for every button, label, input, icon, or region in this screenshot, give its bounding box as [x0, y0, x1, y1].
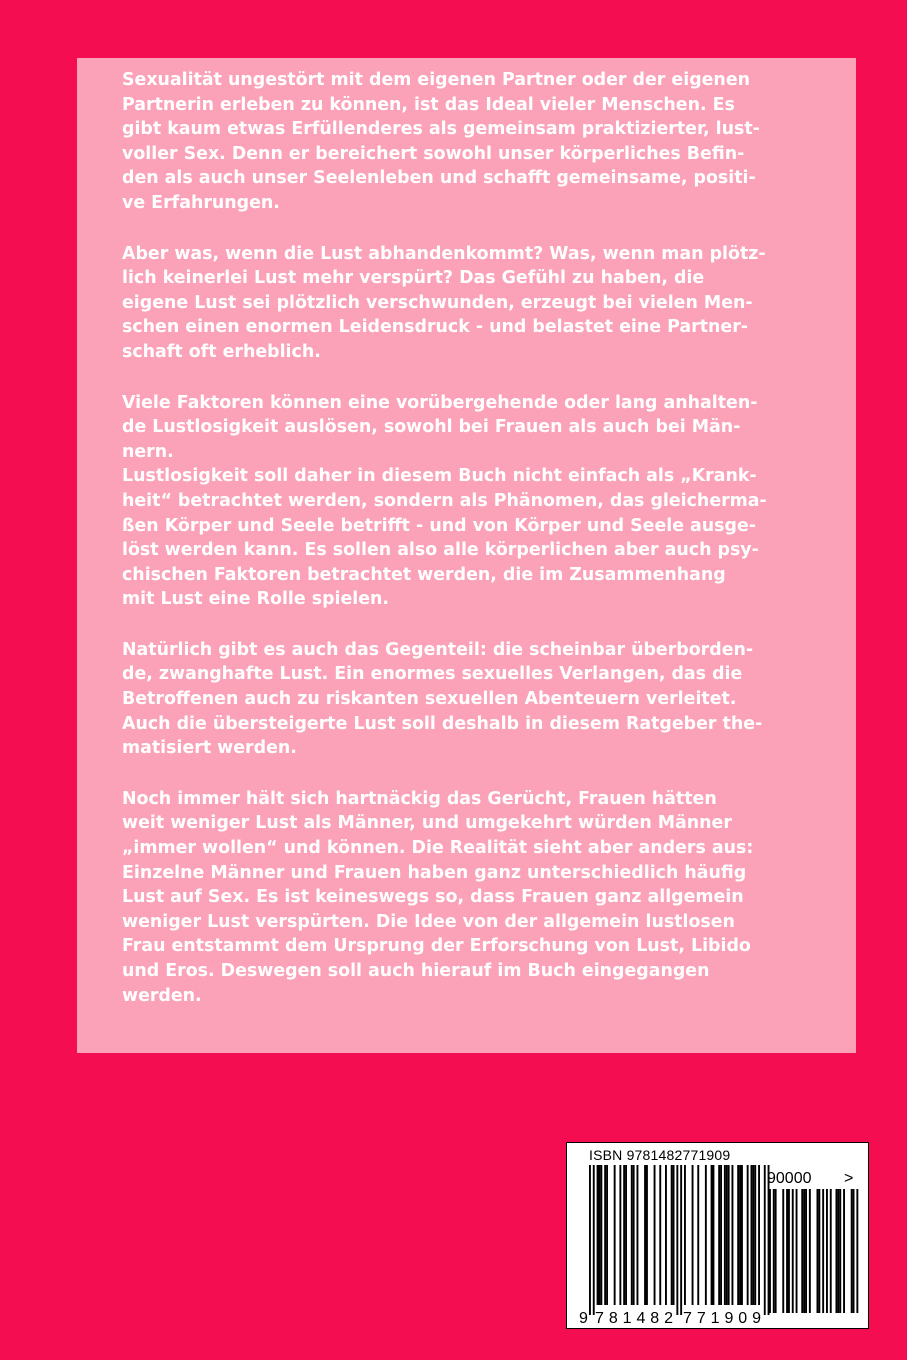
barcode-bar	[623, 1165, 625, 1305]
barcode-bar	[711, 1165, 713, 1305]
barcode-graphic	[567, 1143, 870, 1330]
addon-bar	[817, 1189, 819, 1313]
barcode-bar	[671, 1165, 673, 1305]
barcode-bar	[726, 1165, 728, 1305]
barcode-bar	[599, 1165, 601, 1305]
barcode-bar	[631, 1165, 633, 1305]
barcode-bar	[758, 1165, 760, 1305]
barcode-bar	[697, 1165, 699, 1305]
barcode-bar	[751, 1165, 753, 1305]
blurb-paragraph-3: Viele Faktoren können eine vorübergehende oder lang anhalten- de Lustlosigkeit auslösen, sowohl bei Frauen als auch bei Män- nern. Lustlosigkeit soll daher in diesem Buch nicht einfach als „Krank- heit“ betrachtet werden, sondern als Phänomen, das gleicherma- ßen Körper und Seele betrifft - und von Körper und Seele ausge- löst werden kann. Es sollen also alle körperlichen aber auch psy- chischen Faktoren betrachtet werden, die im Zusammenhang mit Lust eine Rolle spielen.	[122, 392, 767, 610]
ean13-bars	[589, 1165, 770, 1315]
addon-bar	[803, 1189, 805, 1313]
barcode-bar	[604, 1165, 606, 1305]
back-cover-text-panel	[77, 58, 856, 1053]
barcode-bar	[732, 1165, 734, 1305]
addon-bars	[769, 1189, 858, 1313]
barcode-bar	[665, 1165, 667, 1305]
barcode-first-digit: 9	[579, 1310, 588, 1327]
addon-bar	[856, 1189, 858, 1313]
barcode-bar	[754, 1165, 756, 1305]
barcode-bar	[764, 1165, 766, 1315]
blurb-paragraph-4: Natürlich gibt es auch das Gegenteil: die scheinbar überborden- de, zwanghafte Lust. Ein enormes sexuelles Verlangen, das die Betroffenen auch zu riskanten sexuellen Abenteuern verleitet. Auch die übersteigerte Lust soll deshalb in diesem Ratgeber the- matisiert werden.	[122, 639, 763, 759]
addon-bar	[775, 1189, 777, 1313]
barcode-bar	[633, 1165, 635, 1305]
barcode-bar	[692, 1165, 694, 1305]
addon-bar	[826, 1189, 828, 1313]
addon-bar	[782, 1189, 784, 1313]
addon-bar	[773, 1189, 775, 1313]
barcode-bar	[606, 1165, 608, 1305]
barcode-bar	[728, 1165, 730, 1305]
barcode-bar	[680, 1165, 682, 1315]
barcode-bar	[747, 1165, 749, 1305]
blurb-paragraph-1: Sexualität ungestört mit dem eigenen Partner oder der eigenen Partnerin erleben zu können, ist das Ideal vieler Menschen. Es gibt kaum etwas Erfüllenderes als gemeinsam praktizierter, lust- voller Sex. Denn er bereichert sowohl unser körperliches Befin- den als auch unser Seelenleben und schafft gemeinsame, positi- ve Erfahrungen.	[122, 70, 760, 213]
addon-bar	[843, 1189, 845, 1313]
addon-bar	[818, 1189, 820, 1313]
barcode-left-digits: 781482	[595, 1310, 673, 1327]
addon-bar	[851, 1189, 853, 1313]
addon-bar	[796, 1189, 798, 1313]
addon-bar	[809, 1189, 811, 1313]
barcode-bar	[646, 1165, 648, 1305]
addon-bar	[805, 1189, 807, 1313]
barcode-bar	[614, 1165, 616, 1305]
isbn-barcode	[566, 1142, 869, 1329]
barcode-bar	[752, 1165, 754, 1305]
barcode-bar	[673, 1165, 675, 1305]
blurb-paragraph-5: Noch immer hält sich hartnäckig das Gerücht, Frauen hätten weit weniger Lust als Männer, und umgekehrt würden Männer „immer wollen“ und können. Die Realität sieht aber anders aus: Einzelne Männer und Frauen haben ganz unterschiedlich häufig Lust auf Sex. Es ist keineswegs so, dass Frauen ganz allgemein weniger Lust verspürten. Die Idee von der allgemein lustlosen Frau entstammt dem Ursprung der Erforschung von Lust, Libido und Eros. Deswegen soll auch hierauf im Buch eingegangen werden.	[122, 788, 754, 1006]
barcode-bar	[600, 1165, 602, 1305]
addon-bar	[853, 1189, 855, 1313]
barcode-bar	[713, 1165, 715, 1305]
barcode-bar	[741, 1165, 743, 1305]
addon-bar	[822, 1189, 824, 1313]
barcode-bar	[705, 1165, 707, 1305]
barcode-right-digits: 771909	[683, 1310, 761, 1327]
barcode-bar	[654, 1165, 656, 1305]
addon-bar	[786, 1189, 788, 1313]
barcode-bar	[659, 1165, 661, 1305]
barcode-bar	[619, 1165, 621, 1305]
barcode-addon-price: 90000	[767, 1170, 812, 1187]
isbn-label: ISBN 9781482771909	[589, 1147, 731, 1163]
addon-bar	[769, 1189, 771, 1313]
barcode-bar	[739, 1165, 741, 1305]
barcode-bar	[684, 1165, 686, 1305]
barcode-addon-marker: >	[844, 1170, 854, 1187]
barcode-bar	[718, 1165, 720, 1305]
barcode-bar	[637, 1165, 639, 1305]
addon-bar	[837, 1189, 839, 1313]
barcode-bar	[724, 1165, 726, 1305]
addon-bar	[801, 1189, 803, 1313]
addon-bar	[839, 1189, 841, 1313]
addon-bar	[792, 1189, 794, 1313]
barcode-bar	[644, 1165, 646, 1305]
addon-bar	[788, 1189, 790, 1313]
barcode-bar	[676, 1165, 678, 1315]
addon-bar	[830, 1189, 832, 1313]
blurb-paragraph-2: Aber was, wenn die Lust abhandenkommt? Was, wenn man plötz- lich keinerlei Lust mehr verspürt? Das Gefühl zu haben, die eigene Lust sei plötzlich verschwunden, erzeugt bei vielen Men- schen einen enormen Leidensdruck - und belastet eine Partner- schaft oft erheblich.	[122, 243, 766, 362]
addon-bar	[836, 1189, 838, 1313]
barcode-bar	[589, 1165, 591, 1315]
barcode-bar	[720, 1165, 722, 1305]
barcode-bar	[593, 1165, 595, 1315]
barcode-bar	[625, 1165, 627, 1305]
barcode-bar	[737, 1165, 739, 1305]
barcode-bar	[597, 1165, 599, 1305]
